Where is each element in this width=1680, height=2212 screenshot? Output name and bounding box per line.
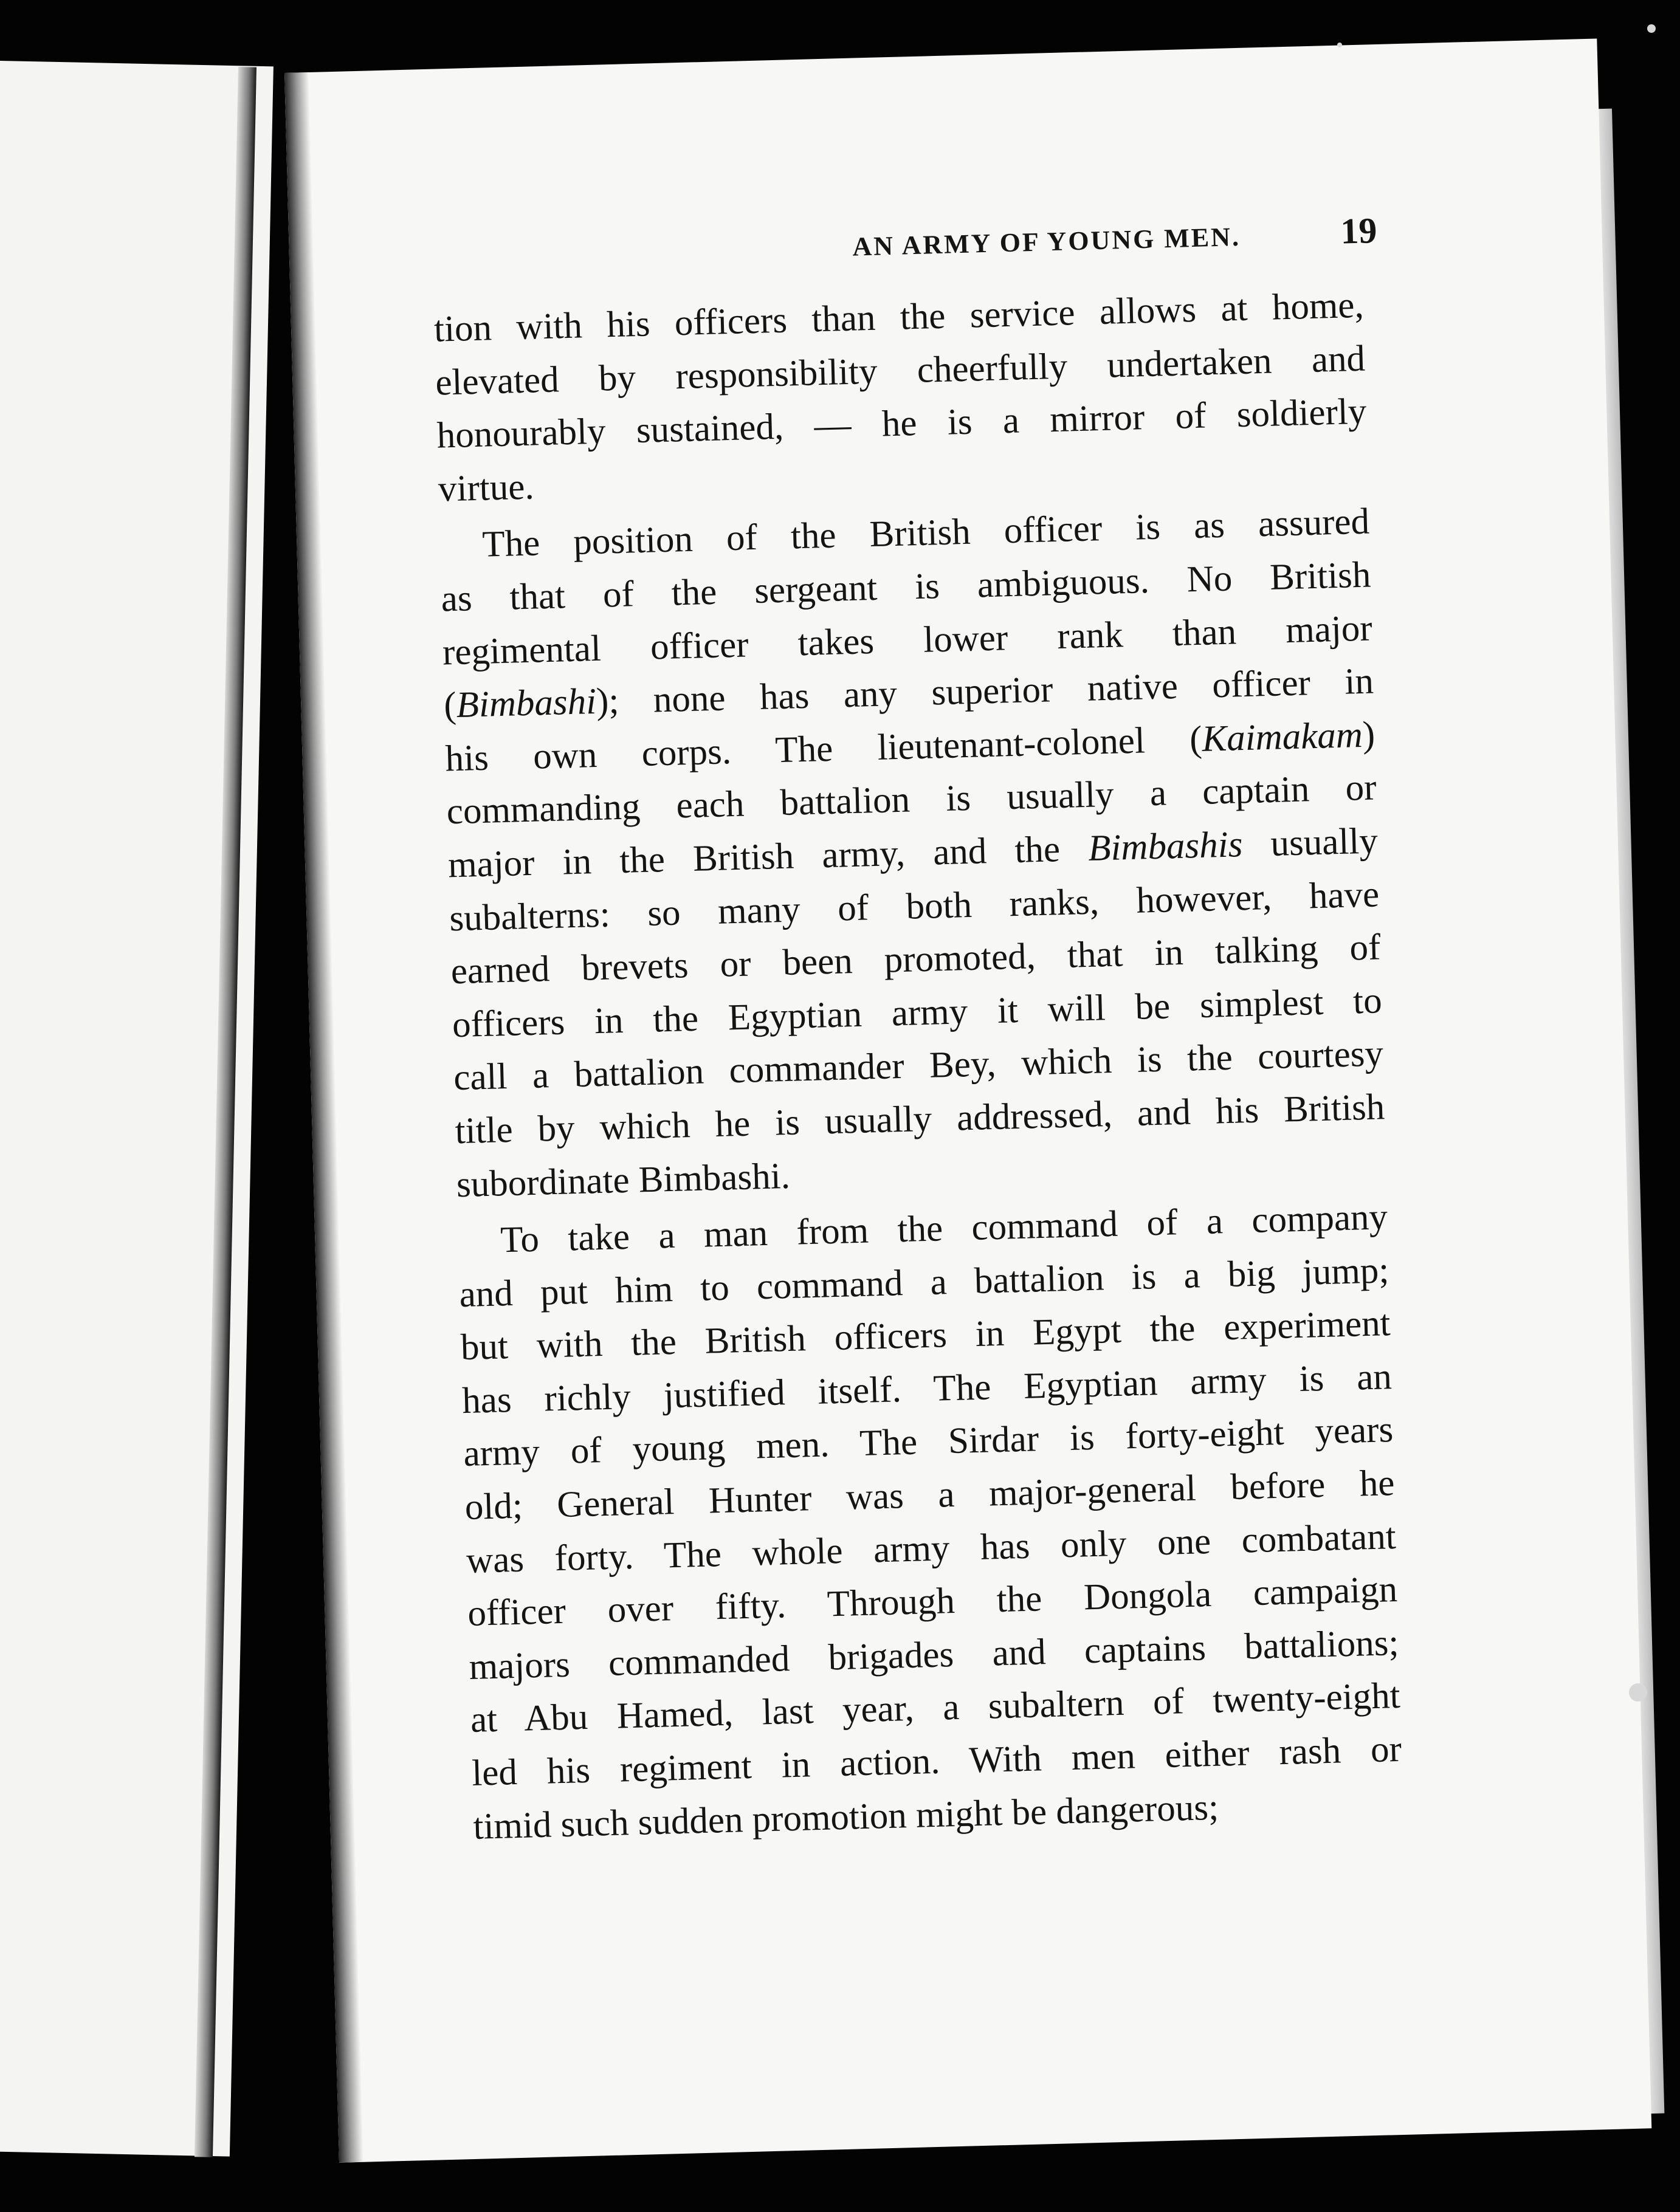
text-line: elevated by responsibility cheerfully undertaken and xyxy=(435,338,1366,404)
text-line: officers in the Egyptian army it will be simplest to xyxy=(452,980,1383,1046)
text-line: old; General Hunter was a major-general before he xyxy=(464,1463,1396,1528)
text-line: tion with his officers than the service allows at home, xyxy=(433,284,1365,350)
text-line: title by which he is usually addressed, and his British xyxy=(454,1087,1386,1152)
spine-shadow xyxy=(284,72,363,2163)
text-line: major in the British army, and the Bimbashis usually xyxy=(447,820,1379,886)
text-line: honourably sustained, — he is a mirror of soldierly xyxy=(436,391,1368,456)
text-line: subordinate Bimbashi. xyxy=(456,1155,791,1205)
scan-speck xyxy=(1647,24,1656,33)
text-line: has richly justified itself. The Egyptian army is an xyxy=(461,1356,1393,1421)
text-line: timid such sudden promotion might be dangerous; xyxy=(472,1787,1219,1847)
text-line: regimental officer takes lower rank than major xyxy=(442,608,1373,673)
text-line: army of young men. The Sirdar is forty-eight years xyxy=(463,1409,1394,1475)
page-number: 19 xyxy=(1340,210,1378,252)
running-head: AN ARMY OF YOUNG MEN. xyxy=(852,221,1241,262)
text-line: his own corps. The lieutenant-colonel (Kaimakam) xyxy=(444,714,1375,780)
text-line: call a battalion commander Bey, which is the courtesy xyxy=(453,1033,1384,1099)
text-line: The position of the British officer is as assured xyxy=(481,501,1370,566)
text-line: as that of the sergeant is ambiguous. No British xyxy=(440,554,1372,620)
text-line: officer over fifty. Through the Dongola campaign xyxy=(467,1569,1398,1635)
right-page xyxy=(284,38,1651,2162)
text-line: (Bimbashi); none has any superior native officer in xyxy=(443,661,1374,726)
text-line: and put him to command a battalion is a big jump; xyxy=(458,1249,1390,1315)
scan-speck xyxy=(1629,1683,1647,1702)
scan-speck xyxy=(1337,43,1342,47)
text-line: To take a man from the command of a company xyxy=(500,1197,1388,1261)
text-line: earned brevets or been promoted, that in talking of xyxy=(450,927,1382,992)
text-line: majors commanded brigades and captains battalions; xyxy=(468,1622,1400,1688)
text-line: was forty. The whole army has only one combatant xyxy=(466,1516,1397,1581)
text-line: but with the British officers in Egypt the experiment xyxy=(460,1303,1391,1369)
text-line: virtue. xyxy=(438,466,535,510)
text-line: at Abu Hamed, last year, a subaltern of twenty-eight xyxy=(470,1675,1401,1741)
text-line: subalterns: so many of both ranks, however, have xyxy=(449,873,1380,939)
text-line: led his regiment in action. With men either rash or xyxy=(471,1728,1402,1794)
text-line: commanding each battalion is usually a captain or xyxy=(446,767,1377,833)
body-text xyxy=(433,279,1403,1853)
